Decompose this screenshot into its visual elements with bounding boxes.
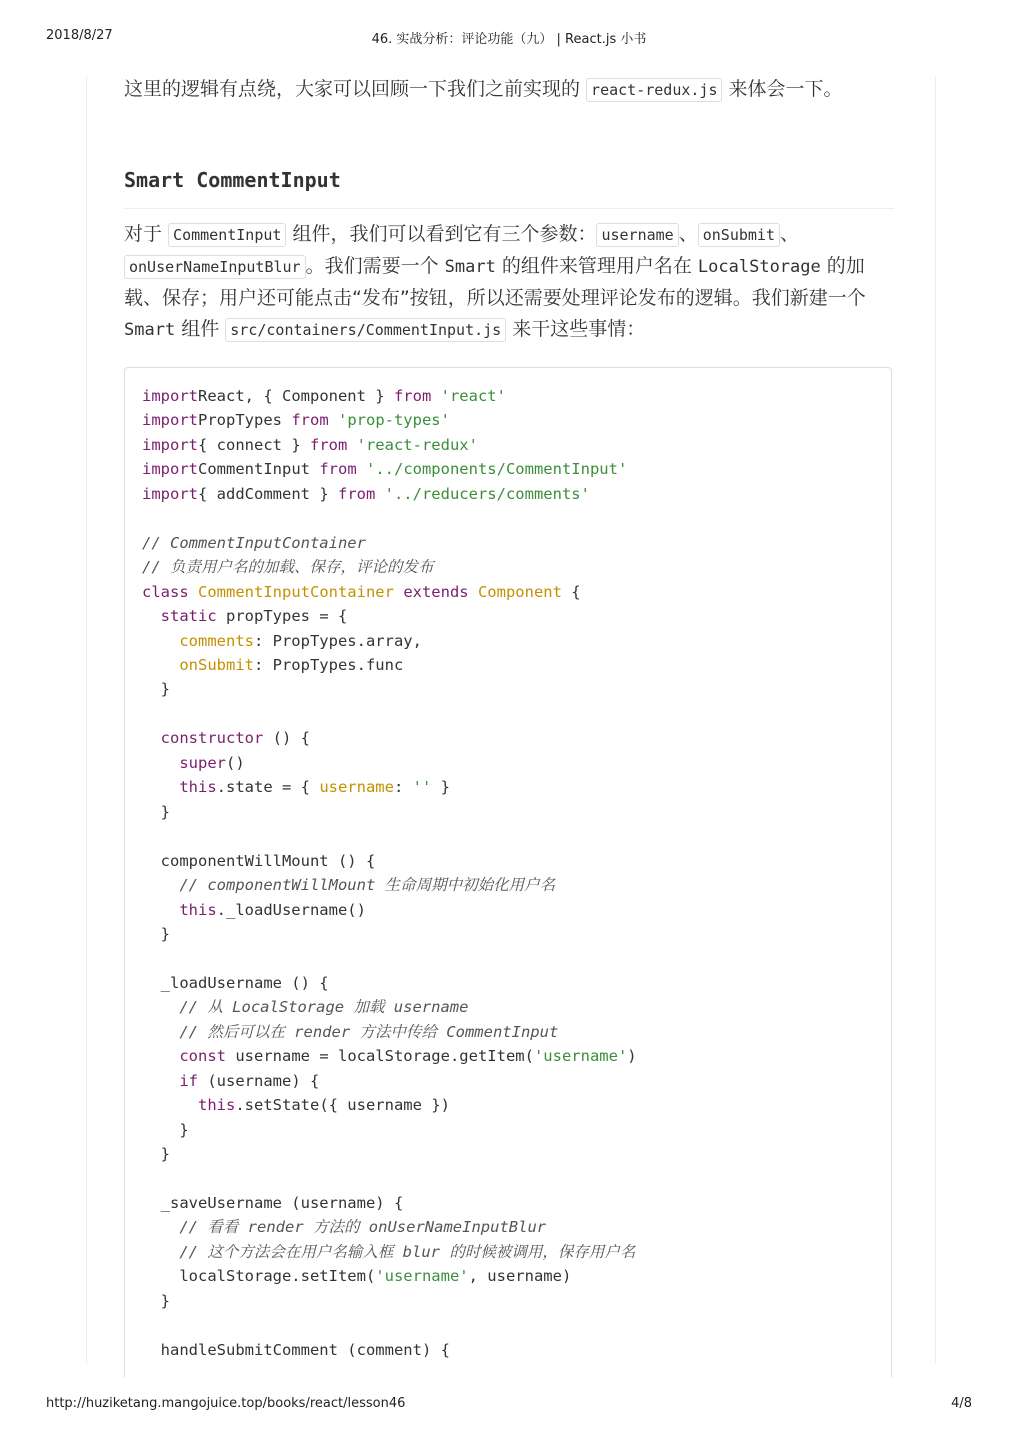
code-token xyxy=(142,901,179,919)
code-token: this xyxy=(198,1096,236,1115)
page-number: 4/8 xyxy=(951,1396,972,1411)
code-token: from xyxy=(319,460,357,479)
code-line xyxy=(142,1121,189,1139)
code-token: // 然后可以在 render 方法中传给 CommentInput xyxy=(179,1022,559,1041)
code-line xyxy=(142,876,555,894)
code-token: localStorage.setItem( xyxy=(142,1267,376,1286)
inline-code-path: src/containers/CommentInput.js xyxy=(225,318,506,342)
code-token: 'react-redux' xyxy=(347,435,478,454)
code-token: extends xyxy=(403,582,478,601)
code-line xyxy=(142,607,347,625)
code-token: this xyxy=(179,900,217,919)
inline-code-username: username xyxy=(596,223,678,247)
code-token: // 看看 render 方法的 onUserNameInputBlur xyxy=(179,1218,547,1237)
code-line xyxy=(142,558,434,576)
code-line xyxy=(142,1267,571,1285)
code-token: CommentInput xyxy=(198,460,320,479)
code-token xyxy=(142,632,179,650)
code-token: onSubmit xyxy=(179,655,254,674)
code-token: comments xyxy=(179,631,254,650)
code-token: } xyxy=(142,1145,170,1164)
code-token: _saveUsername (username) { xyxy=(142,1193,404,1212)
text: 的组件来管理用户名在 xyxy=(495,255,698,277)
mono-smart: Smart xyxy=(444,257,496,277)
code-token: } xyxy=(142,680,170,699)
code-line xyxy=(142,436,478,454)
code-token: Component xyxy=(477,582,562,601)
code-token xyxy=(142,778,179,796)
code-token: : xyxy=(393,778,413,797)
code-line xyxy=(142,1194,403,1212)
code-line xyxy=(142,387,506,405)
code-token: this xyxy=(179,778,217,797)
code-line xyxy=(142,901,366,919)
code-token: // CommentInputContainer xyxy=(142,533,366,552)
code-token: componentWillMount () { xyxy=(142,851,376,870)
code-line xyxy=(142,1145,170,1163)
code-line xyxy=(142,1218,546,1236)
print-title: 46. 实战分析：评论功能（九） | React.js 小书 xyxy=(371,32,647,47)
code-line xyxy=(142,803,170,821)
code-line xyxy=(142,974,329,992)
code-token: username xyxy=(319,778,394,797)
text: 对于 xyxy=(124,223,169,245)
code-token xyxy=(142,1023,179,1041)
code-token: from xyxy=(309,435,348,454)
code-token: , username) xyxy=(468,1267,572,1286)
code-token: static xyxy=(160,607,217,626)
inline-code-react-redux: react-redux.js xyxy=(586,78,722,102)
code-line xyxy=(142,1292,170,1310)
code-token: 'username' xyxy=(533,1047,628,1066)
code-token: () xyxy=(226,753,245,772)
code-token: super xyxy=(179,753,226,772)
code-token xyxy=(142,1243,179,1261)
code-line xyxy=(142,534,366,552)
code-token: // componentWillMount 生命周期中初始化用户名 xyxy=(179,876,556,895)
code-token: // 从 LocalStorage 加载 username xyxy=(179,998,469,1017)
text: 来干这些事情： xyxy=(506,318,646,340)
code-token: CommentInputContainer xyxy=(198,582,404,601)
inline-code-commentinput: CommentInput xyxy=(168,223,286,247)
code-line xyxy=(142,852,375,870)
code-line xyxy=(142,1072,319,1090)
code-token: import xyxy=(142,484,198,503)
code-line xyxy=(142,729,310,747)
code-line xyxy=(142,680,170,698)
text: 组件 xyxy=(175,318,226,340)
text: 、 xyxy=(779,223,799,245)
print-date: 2018/8/27 xyxy=(46,28,113,43)
code-token: class xyxy=(142,582,198,601)
code-token xyxy=(142,998,179,1016)
code-token: import xyxy=(142,460,198,479)
section-heading-wrap xyxy=(124,168,894,209)
code-token: // 负责用户名的加载、保存，评论的发布 xyxy=(142,558,434,577)
code-line xyxy=(142,485,590,503)
code-token: propTypes = { xyxy=(216,607,348,626)
intro-text: 这里的逻辑有点绕，大家可以回顾一下我们之前实现的 xyxy=(124,78,587,100)
code-token xyxy=(142,1047,179,1065)
code-line xyxy=(142,583,581,601)
code-line xyxy=(142,1096,450,1114)
code-token: () { xyxy=(263,729,310,748)
code-token: import xyxy=(142,435,198,454)
code-line xyxy=(142,1047,637,1065)
code-token: _loadUsername () { xyxy=(142,973,329,992)
code-token: : PropTypes.array, xyxy=(253,631,422,650)
code-token: from xyxy=(337,484,376,503)
code-line xyxy=(142,1243,635,1261)
print-url: http://huziketang.mangojuice.top/books/react/lesson46 xyxy=(46,1396,406,1411)
code-line xyxy=(142,1023,558,1041)
code-token: { addComment } xyxy=(198,484,338,503)
intro-paragraph xyxy=(124,74,894,106)
code-token xyxy=(142,656,179,674)
code-content xyxy=(142,384,637,1362)
code-token xyxy=(142,876,179,894)
code-token: // 这个方法会在用户名输入框 blur 的时候被调用，保存用户名 xyxy=(179,1242,636,1261)
text: 组件，我们可以看到它有三个参数： xyxy=(286,223,597,245)
code-token: username = localStorage.getItem( xyxy=(226,1047,534,1066)
inline-code-onsubmit: onSubmit xyxy=(698,223,780,247)
intro-text-end: 来体会一下。 xyxy=(722,78,843,100)
code-token xyxy=(142,729,161,747)
code-token: : PropTypes.func xyxy=(253,655,404,674)
inline-code-onusernameinputblur: onUserNameInputBlur xyxy=(124,255,306,279)
code-token: 'username' xyxy=(375,1267,469,1286)
code-token: .setState({ username }) xyxy=(235,1096,450,1115)
code-line xyxy=(142,632,422,650)
code-token: (username) { xyxy=(198,1071,320,1090)
body-paragraph xyxy=(124,219,894,346)
code-token: '' xyxy=(412,778,432,797)
code-token: ._loadUsername() xyxy=(216,900,366,919)
code-token xyxy=(142,607,161,625)
code-token: from xyxy=(291,411,329,430)
text: 的加载、保存；用户还可能点击“发布”按钮，所以还需要处理评论发布的逻辑。我们新建一个 xyxy=(124,255,866,309)
code-token: PropTypes xyxy=(198,411,292,430)
code-token: } xyxy=(142,802,170,821)
code-token: ) xyxy=(627,1047,637,1066)
code-token: handleSubmitComment (comment) { xyxy=(142,1340,450,1359)
code-token: { xyxy=(561,582,581,601)
code-line xyxy=(142,656,403,674)
code-token: constructor xyxy=(160,729,264,748)
code-token xyxy=(142,1218,179,1236)
code-token: '../reducers/comments' xyxy=(375,484,590,503)
code-token xyxy=(142,754,179,772)
code-line xyxy=(142,1341,450,1359)
section-heading: Smart CommentInput xyxy=(124,168,341,192)
code-line xyxy=(142,925,170,943)
code-token: '../components/CommentInput' xyxy=(356,460,628,479)
code-token: } xyxy=(142,1120,189,1139)
code-block xyxy=(124,367,892,1377)
mono-smart-2: Smart xyxy=(124,320,176,340)
code-line xyxy=(142,411,450,429)
code-line xyxy=(142,778,450,796)
text: 。我们需要一个 xyxy=(305,255,445,277)
code-line xyxy=(142,754,245,772)
code-token: React, { Component } xyxy=(198,387,394,405)
code-token xyxy=(142,1072,179,1090)
code-token: 'prop-types' xyxy=(328,411,450,430)
code-line xyxy=(142,998,468,1016)
code-token: } xyxy=(431,778,450,797)
code-token: 'react' xyxy=(431,387,506,405)
code-token: const xyxy=(179,1047,226,1066)
code-token: .state = { xyxy=(216,778,320,797)
code-line xyxy=(142,460,627,478)
code-token: } xyxy=(142,1291,170,1310)
mono-localstorage: LocalStorage xyxy=(697,257,821,277)
code-token: import xyxy=(142,411,198,430)
code-token: from xyxy=(393,387,432,405)
code-token: { connect } xyxy=(198,435,310,454)
code-token: import xyxy=(142,387,198,405)
text: 、 xyxy=(678,223,698,245)
code-token xyxy=(142,1096,198,1114)
code-token: } xyxy=(142,924,170,943)
code-token: if xyxy=(179,1071,198,1090)
